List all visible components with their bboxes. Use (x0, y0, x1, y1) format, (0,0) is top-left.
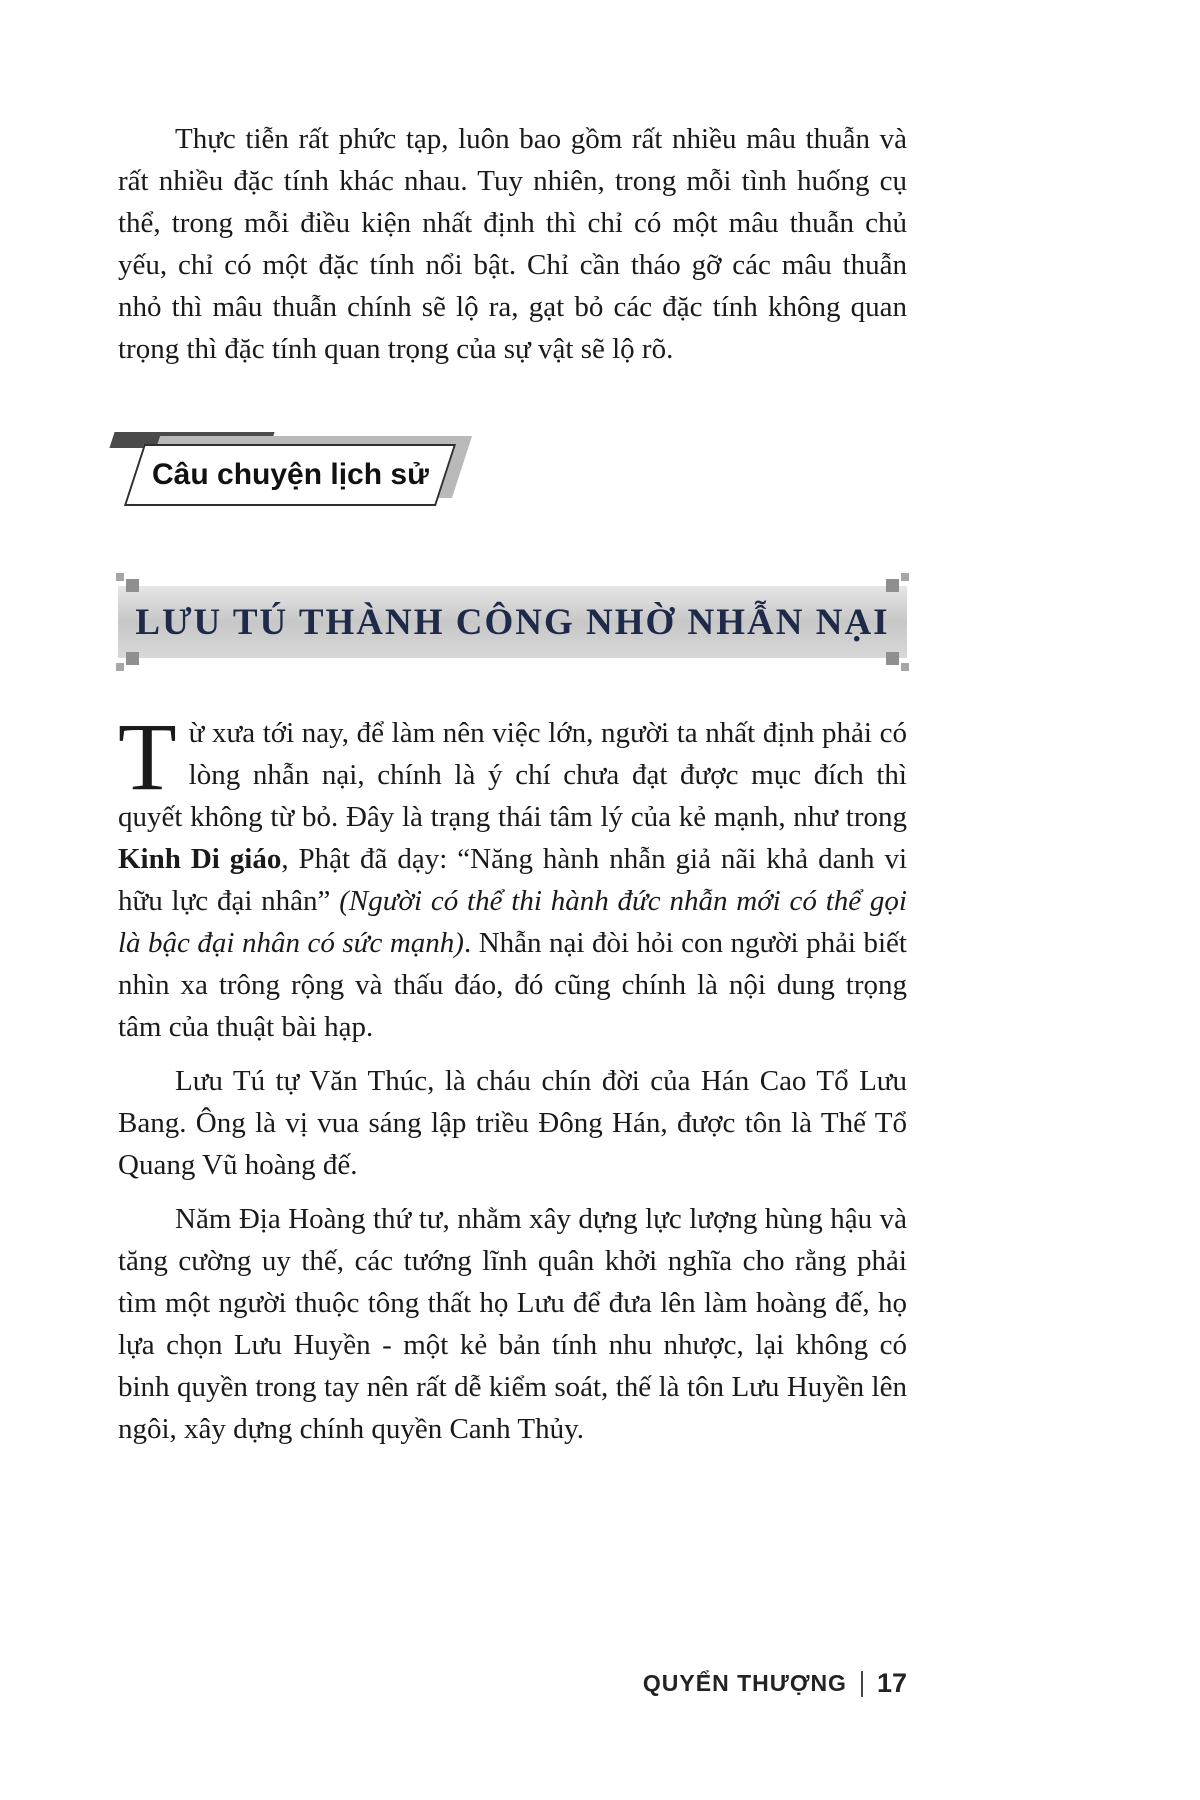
paragraph-text: . Nhẫn nại đòi hỏi con người phải biết nhìn xa trông rộng và thấu đáo, đó cũng chính là nội dung trọng tâm của thuật bài hạp. (118, 927, 907, 1043)
footer-page-number: 17 (876, 1668, 907, 1698)
bold-phrase: Kinh Di giáo (118, 843, 282, 875)
banner-corner-square (901, 663, 909, 671)
story-paragraph-3: Năm Địa Hoàng thứ tư, nhằm xây dựng lực lượng hùng hậu và tăng cường uy thế, các tướng lĩnh quân khởi nghĩa cho rằng phải tìm một người thuộc tông thất họ Lưu để đưa lên làm hoàng đế, họ lựa chọn Lưu Huyền - một kẻ bản tính nhu nhược, lại không có binh quyền trong tay nên rất dễ kiểm soát, thế là tôn Lưu Huyền lên ngôi, xây dựng chính quyền Canh Thủy. (118, 1203, 907, 1445)
story-label-banner (134, 444, 446, 506)
page-footer (643, 1668, 907, 1699)
banner-corner-square (126, 652, 139, 665)
italic-phrase: (Người có thể thi hành đức nhẫn mới có thể gọi là bậc đại nhân có sức mạnh) (118, 885, 907, 959)
paragraph-text: ừ xưa tới nay, để làm nên việc lớn, người ta nhất định phải có lòng nhẫn nại, chính là ý chí chưa đạt được mục đích thì quyết không từ bỏ. Đây là trạng thái tâm lý của kẻ mạnh, như trong (118, 717, 907, 833)
intro-paragraph: Thực tiễn rất phức tạp, luôn bao gồm rất nhiều mâu thuẫn và rất nhiều đặc tính khác nhau. Tuy nhiên, trong mỗi tình huống cụ thể, trong mỗi điều kiện nhất định thì chỉ có một mâu thuẫn chủ yếu, chỉ có một đặc tính nổi bật. Chỉ cần tháo gỡ các mâu thuẫn nhỏ thì mâu thuẫn chính sẽ lộ ra, gạt bỏ các đặc tính không quan trọng thì đặc tính quan trọng của sự vật sẽ lộ rõ. (118, 123, 907, 365)
paragraph-text: , Phật đã dạy: “Năng hành nhẫn giả nãi khả danh vi hữu lực đại nhân” (118, 843, 907, 917)
label-main-shape (124, 444, 456, 506)
footer-separator (861, 1671, 863, 1697)
story-body (118, 703, 907, 1450)
banner-corner-square (126, 579, 139, 592)
story-paragraph-2: Lưu Tú tự Văn Thúc, là cháu chín đời của Hán Cao Tổ Lưu Bang. Ông là vị vua sáng lập triều Đông Hán, được tôn là Thế Tổ Quang Vũ hoàng đế. (118, 1065, 907, 1181)
banner-corner-square (116, 663, 124, 671)
banner-corner-square (886, 652, 899, 665)
banner-corner-square (886, 579, 899, 592)
banner-corner-square (901, 573, 909, 581)
drop-cap: T (118, 703, 177, 810)
story-title-banner (118, 586, 907, 658)
story-paragraph-1 (118, 703, 907, 1048)
banner-corner-square (116, 573, 124, 581)
story-label-text: Câu chuyện lịch sử (151, 458, 429, 491)
story-title-text: LƯU TÚ THÀNH CÔNG NHỜ NHẪN NẠI (135, 601, 890, 643)
footer-book-part: QUYỂN THƯỢNG (642, 1670, 847, 1696)
